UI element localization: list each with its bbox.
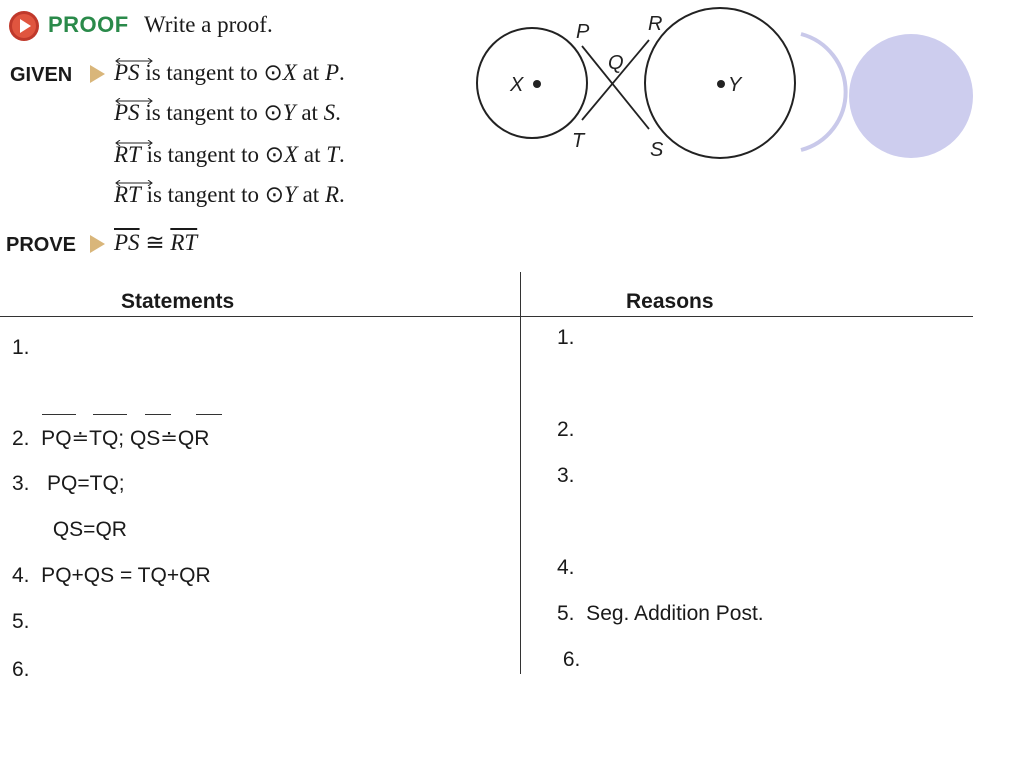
congruent-symbol: ≅ [145, 230, 165, 255]
given-line-1: PS is tangent to ⊙X at P. [114, 60, 345, 85]
segment-overbar [42, 414, 76, 415]
given-label: GIVEN [10, 64, 73, 86]
statement-2: 2. PQ≐TQ; QS≐QR [12, 427, 210, 450]
proof-label: PROOF [48, 12, 129, 37]
statement-5: 5. [12, 610, 30, 633]
label-r: R [648, 13, 663, 35]
reasons-header: Reasons [626, 290, 714, 313]
segment-overbar [145, 414, 171, 415]
label-q: Q [608, 52, 624, 74]
segment-overbar [196, 414, 222, 415]
given-line-4: RT is tangent to ⊙Y at R. [114, 182, 345, 207]
reason-1: 1. [557, 326, 575, 349]
line-symbol: PS [114, 60, 140, 86]
reason-3: 3. [557, 464, 575, 487]
reason-5: 5. Seg. Addition Post. [557, 602, 764, 625]
statement-3b: QS=QR [12, 518, 127, 541]
segment-rt: $\overline{RT}$ [170, 230, 198, 255]
line-symbol: PS [114, 100, 140, 126]
play-icon [8, 10, 40, 42]
decorative-circle [795, 30, 985, 160]
given-line-2: PS is tangent to ⊙Y at S. [114, 100, 341, 125]
line-symbol: RT [114, 142, 141, 168]
segment-ps: $\overline{PS}$ [114, 230, 140, 255]
proof-instruction: Write a proof. [144, 12, 273, 37]
label-s: S [650, 139, 664, 161]
prove-label: PROVE [6, 234, 77, 256]
reason-2: 2. [557, 418, 575, 441]
circle-x [477, 28, 587, 138]
statement-3a: 3. PQ=TQ; [12, 472, 125, 495]
given-arrow-icon [90, 65, 105, 83]
tangent-circles-diagram [470, 2, 800, 167]
statement-6: 6. [12, 658, 30, 681]
reason-6: 6. [557, 648, 581, 671]
label-t: T [572, 130, 585, 152]
given-line-3: RT is tangent to ⊙X at T. [114, 142, 345, 167]
center-x-dot [533, 80, 541, 88]
line-symbol: RT [114, 182, 141, 208]
column-divider [520, 272, 521, 674]
statements-header: Statements [121, 290, 235, 313]
label-x: X [510, 74, 524, 96]
reason-4: 4. [557, 556, 575, 579]
header-rule [0, 316, 973, 317]
prove-arrow-icon [90, 235, 105, 253]
statement-1: 1. [12, 336, 30, 359]
label-p: P [576, 21, 590, 43]
statement-4: 4. PQ+QS = TQ+QR [12, 564, 211, 587]
label-y: Y [728, 74, 742, 96]
center-y-dot [717, 80, 725, 88]
segment-overbar [93, 414, 127, 415]
prove-statement [114, 230, 197, 256]
